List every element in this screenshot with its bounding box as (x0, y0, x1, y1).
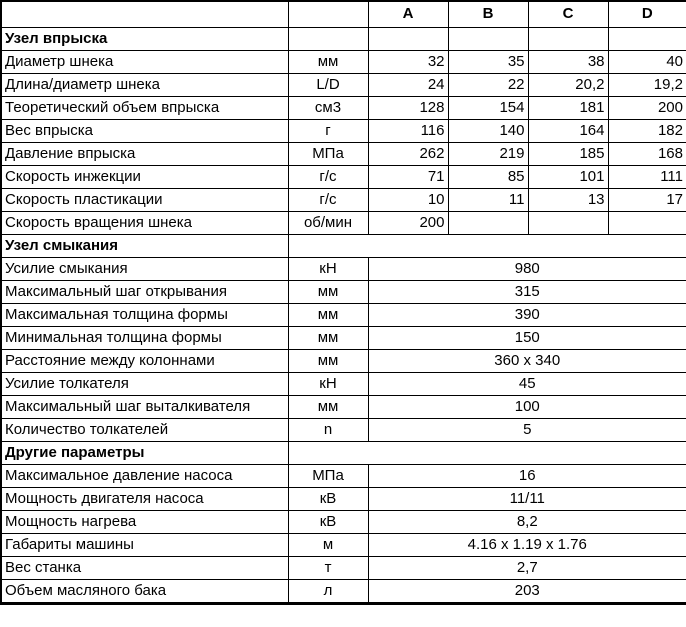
table-row (1, 280, 686, 303)
unit-cell: мм (288, 303, 368, 326)
param-label: Диаметр шнека (1, 50, 288, 73)
section-empty-cell (448, 27, 528, 50)
section-empty-cell (368, 27, 448, 50)
param-label: Вес впрыска (1, 119, 288, 142)
table-row (1, 303, 686, 326)
table-row (1, 73, 686, 96)
param-label: Максимальный шаг выталкивателя (1, 395, 288, 418)
section-row (1, 441, 686, 464)
merged-value-cell: 390 (368, 303, 686, 326)
table-row (1, 326, 686, 349)
unit-cell: мм (288, 349, 368, 372)
section-empty-span (288, 234, 686, 257)
merged-value-cell: 5 (368, 418, 686, 441)
value-cell-b: 11 (448, 188, 528, 211)
param-label: Мощность двигателя насоса (1, 487, 288, 510)
table-row (1, 464, 686, 487)
table-row (1, 165, 686, 188)
param-label: Минимальная толщина формы (1, 326, 288, 349)
unit-cell: т (288, 556, 368, 579)
table-row (1, 418, 686, 441)
section-label: Узел впрыска (1, 27, 288, 50)
unit-cell: L/D (288, 73, 368, 96)
unit-cell: м (288, 533, 368, 556)
value-cell-c (528, 211, 608, 234)
param-label: Вес станка (1, 556, 288, 579)
value-cell-d: 40 (608, 50, 686, 73)
table-row (1, 119, 686, 142)
merged-value-cell: 45 (368, 372, 686, 395)
merged-value-cell: 11/11 (368, 487, 686, 510)
table-row (1, 349, 686, 372)
table-row (1, 50, 686, 73)
unit-cell: г/с (288, 165, 368, 188)
unit-cell: мм (288, 50, 368, 73)
section-label: Другие параметры (1, 441, 288, 464)
column-header-c: C (528, 1, 608, 27)
section-row (1, 234, 686, 257)
param-label: Максимальный шаг открывания (1, 280, 288, 303)
unit-cell: см3 (288, 96, 368, 119)
merged-value-cell: 4.16 x 1.19 x 1.76 (368, 533, 686, 556)
merged-value-cell: 315 (368, 280, 686, 303)
table-row (1, 257, 686, 280)
value-cell-d: 111 (608, 165, 686, 188)
section-empty-cell (288, 27, 368, 50)
unit-cell: мм (288, 326, 368, 349)
section-empty-cell (608, 27, 686, 50)
table-row (1, 372, 686, 395)
unit-cell: кВ (288, 510, 368, 533)
unit-cell: кН (288, 372, 368, 395)
table-row (1, 556, 686, 579)
unit-cell: мм (288, 280, 368, 303)
value-cell-c: 38 (528, 50, 608, 73)
value-cell-c: 164 (528, 119, 608, 142)
column-header-d: D (608, 1, 686, 27)
table-row (1, 579, 686, 603)
section-empty-cell (528, 27, 608, 50)
param-label: Максимальное давление насоса (1, 464, 288, 487)
value-cell-b (448, 211, 528, 234)
param-label: Количество толкателей (1, 418, 288, 441)
column-header-b: B (448, 1, 528, 27)
unit-cell: г (288, 119, 368, 142)
value-cell-a: 128 (368, 96, 448, 119)
param-label: Расстояние между колоннами (1, 349, 288, 372)
value-cell-a: 262 (368, 142, 448, 165)
unit-cell: л (288, 579, 368, 603)
section-row (1, 27, 686, 50)
param-label: Объем масляного бака (1, 579, 288, 603)
value-cell-b: 154 (448, 96, 528, 119)
value-cell-a: 10 (368, 188, 448, 211)
table-row (1, 142, 686, 165)
unit-cell: кВ (288, 487, 368, 510)
param-label: Усилие толкателя (1, 372, 288, 395)
unit-cell: кН (288, 257, 368, 280)
value-cell-b: 140 (448, 119, 528, 142)
merged-value-cell: 360 x 340 (368, 349, 686, 372)
param-label: Мощность нагрева (1, 510, 288, 533)
param-label: Максимальная толщина формы (1, 303, 288, 326)
header-param-cell (1, 1, 288, 27)
param-label: Теоретический объем впрыска (1, 96, 288, 119)
value-cell-a: 116 (368, 119, 448, 142)
table-row (1, 188, 686, 211)
merged-value-cell: 203 (368, 579, 686, 603)
value-cell-d: 200 (608, 96, 686, 119)
value-cell-a: 24 (368, 73, 448, 96)
section-empty-span (288, 441, 686, 464)
value-cell-d (608, 211, 686, 234)
value-cell-d: 19,2 (608, 73, 686, 96)
value-cell-c: 13 (528, 188, 608, 211)
param-label: Габариты машины (1, 533, 288, 556)
table-row (1, 96, 686, 119)
param-label: Длина/диаметр шнека (1, 73, 288, 96)
value-cell-c: 20,2 (528, 73, 608, 96)
value-cell-b: 35 (448, 50, 528, 73)
value-cell-b: 22 (448, 73, 528, 96)
column-header-a: A (368, 1, 448, 27)
unit-cell: г/с (288, 188, 368, 211)
table-row (1, 510, 686, 533)
header-row (1, 1, 686, 27)
value-cell-b: 85 (448, 165, 528, 188)
unit-cell: об/мин (288, 211, 368, 234)
table-row (1, 533, 686, 556)
value-cell-d: 182 (608, 119, 686, 142)
unit-cell: n (288, 418, 368, 441)
param-label: Скорость вращения шнека (1, 211, 288, 234)
unit-cell: МПа (288, 464, 368, 487)
value-cell-c: 185 (528, 142, 608, 165)
value-cell-a: 32 (368, 50, 448, 73)
param-label: Скорость инжекции (1, 165, 288, 188)
merged-value-cell: 16 (368, 464, 686, 487)
value-cell-c: 181 (528, 96, 608, 119)
merged-value-cell: 150 (368, 326, 686, 349)
value-cell-c: 101 (528, 165, 608, 188)
value-cell-d: 17 (608, 188, 686, 211)
unit-cell: мм (288, 395, 368, 418)
merged-value-cell: 2,7 (368, 556, 686, 579)
value-cell-a: 71 (368, 165, 448, 188)
param-label: Усилие смыкания (1, 257, 288, 280)
table-row (1, 211, 686, 234)
table-row (1, 395, 686, 418)
header-unit-cell (288, 1, 368, 27)
param-label: Давление впрыска (1, 142, 288, 165)
value-cell-d: 168 (608, 142, 686, 165)
value-cell-a: 200 (368, 211, 448, 234)
section-label: Узел смыкания (1, 234, 288, 257)
merged-value-cell: 100 (368, 395, 686, 418)
unit-cell: МПа (288, 142, 368, 165)
value-cell-b: 219 (448, 142, 528, 165)
merged-value-cell: 8,2 (368, 510, 686, 533)
table-row (1, 487, 686, 510)
param-label: Скорость пластикации (1, 188, 288, 211)
merged-value-cell: 980 (368, 257, 686, 280)
